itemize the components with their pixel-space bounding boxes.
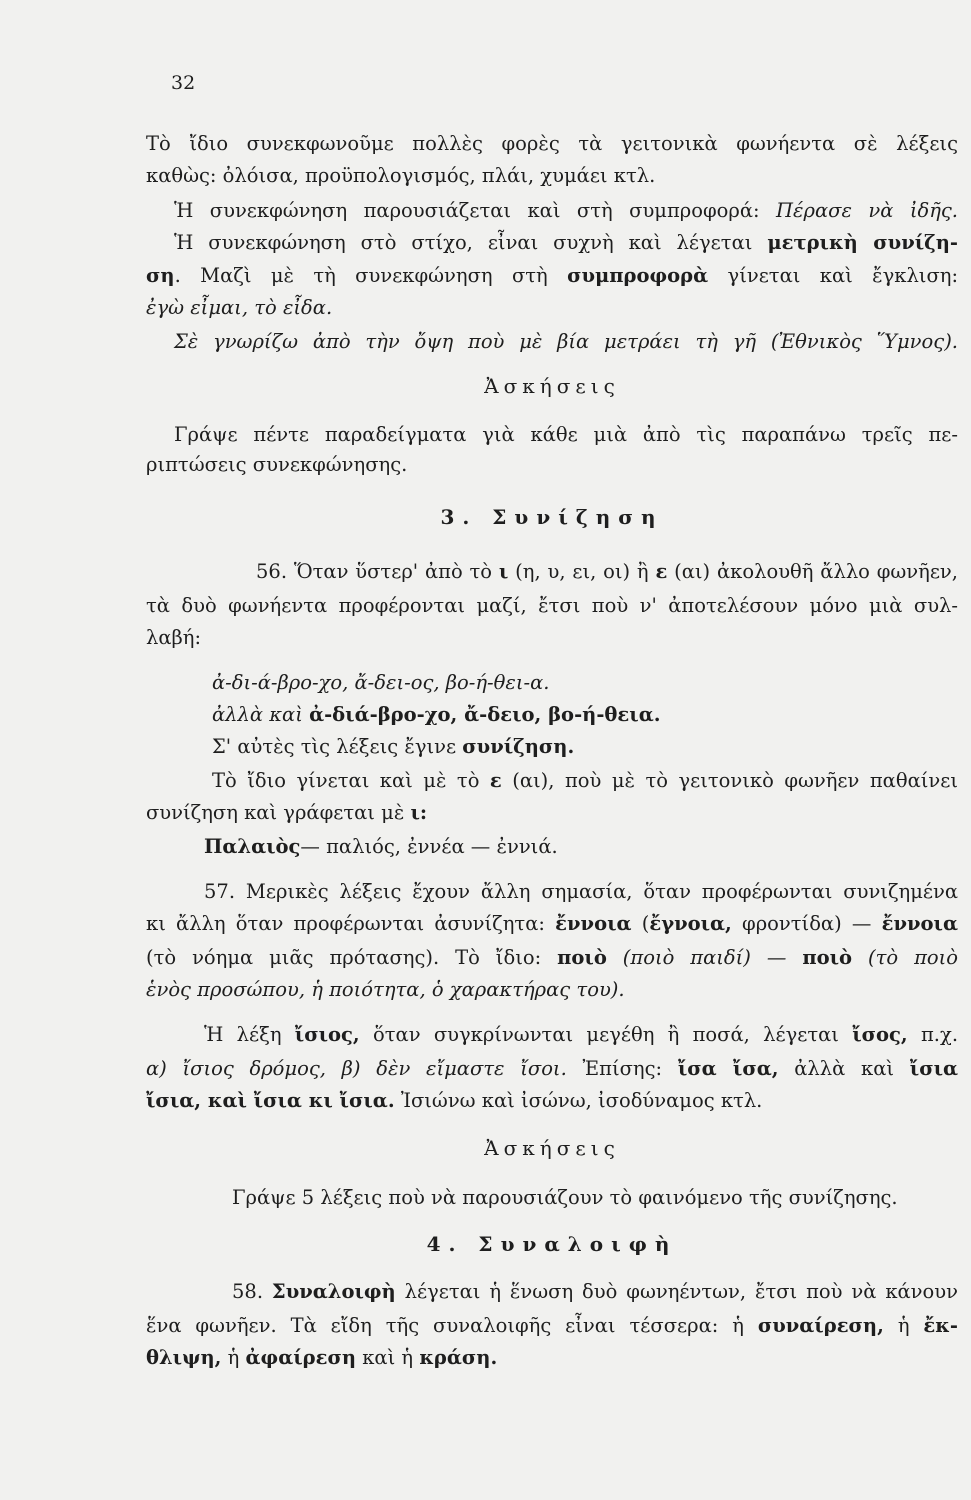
- text-line: [146, 261, 958, 291]
- text-span: ἐγὼ εἶμαι, τὸ εἶδα.: [146, 296, 333, 319]
- bold-term: μετρικὴ συνίζη-: [767, 231, 958, 254]
- bold-term: ση: [146, 264, 175, 287]
- bold-term: Συναλοιφὴ: [271, 1280, 396, 1303]
- text-span: ἡ: [227, 1346, 240, 1369]
- section-heading-synaloiphe: 4. Συναλοιφὴ: [426, 1232, 678, 1256]
- text-span: ἡ: [897, 1314, 910, 1337]
- bold-term: Παλαιὸς: [204, 835, 301, 858]
- text-line: [146, 228, 958, 258]
- text-span: κι ἄλλη ὅταν προφέρωνται ἀσυνίζητα:: [146, 912, 545, 935]
- text-span: Τὸ ἴδιο συνεκφωνοῦμε πολλὲς φορὲς τὰ γειτονικὰ φωνήεντα σὲ λέξεις: [146, 132, 958, 155]
- text-line: [146, 1277, 958, 1307]
- text-span: — παλιός, ἐννέα — ἐννιά.: [300, 835, 558, 858]
- text-span: συνίζηση καὶ γράφεται μὲ: [146, 801, 405, 824]
- text-span: γίνεται καὶ ἔγκλιση:: [727, 264, 959, 287]
- text-line: [146, 591, 958, 621]
- bold-term: θλιψη,: [146, 1346, 222, 1369]
- text-line: [146, 1020, 958, 1050]
- text-line: [146, 700, 958, 730]
- text-span: φροντίδα) —: [742, 912, 872, 935]
- bold-term: ἔννοια: [881, 912, 958, 935]
- bold-term: ἴσια, καὶ ἴσια κι ἴσια.: [146, 1089, 395, 1112]
- text-line: [146, 732, 958, 762]
- bold-term: ποιὸ: [557, 946, 607, 969]
- text-line: [146, 798, 958, 828]
- text-line: [146, 1086, 958, 1116]
- bold-letter: ι: [498, 560, 509, 583]
- text-line: [146, 668, 958, 698]
- text-line: [146, 161, 958, 191]
- text-span: (: [641, 912, 650, 935]
- text-span: ὅταν συγκρίνωνται μεγέθη ἢ ποσά, λέγεται: [373, 1023, 839, 1046]
- bold-term: συνίζηση.: [462, 735, 575, 758]
- text-span: (τὸ νόημα μιᾶς πρότασης). Τὸ ἴδιο:: [146, 946, 542, 969]
- text-span: καθὼς: ὀλόισα, προϋπολογισμός, πλάι, χυμάει κτλ.: [146, 164, 656, 187]
- bold-term: ἴσα ἴσα,: [677, 1057, 779, 1080]
- text-span: Τὸ ἴδιο γίνεται καὶ μὲ τὸ: [212, 769, 480, 792]
- bold-term: ἴσια: [909, 1057, 959, 1080]
- text-line: [146, 129, 958, 159]
- exercises-heading: Ἀσκήσεις: [484, 374, 620, 398]
- text-line: [146, 1343, 958, 1373]
- text-span: (αι), ποὺ μὲ τὸ γειτονικὸ φωνῆεν παθαίνει: [512, 769, 958, 792]
- italic-example: Πέρασε νὰ ἰδῆς.: [776, 199, 959, 222]
- bold-letter: ε: [655, 560, 668, 583]
- text-line: [146, 293, 958, 323]
- italic-example: (ποιὸ παιδί) —: [622, 946, 787, 969]
- text-span: 57. Μερικὲς λέξεις ἔχουν ἄλλη σημασία, ὅταν προφέρωνται συνιζημένα: [204, 880, 958, 903]
- text-span: ἕνα φωνῆεν. Τὰ εἴδη τῆς συναλοιφῆς εἶναι τέσσερα: ἡ: [146, 1314, 744, 1337]
- bold-term: ἴσος,: [852, 1023, 908, 1046]
- text-span: Ἰσιώνω καὶ ἰσώνω, ἰσοδύναμος κτλ.: [400, 1089, 763, 1112]
- text-line: [146, 1183, 958, 1213]
- bold-term: συναίρεση,: [757, 1314, 884, 1337]
- text-span: (η, υ, ει, οι) ἢ: [515, 560, 649, 583]
- text-line: [146, 909, 958, 939]
- text-span: λαβή:: [146, 626, 202, 649]
- italic-example: (τὸ ποιὸ: [868, 946, 959, 969]
- text-line: [146, 766, 958, 796]
- bold-term: ἔγνοια,: [649, 912, 732, 935]
- text-span: τὰ δυὸ φωνήεντα προφέρονται μαζί, ἔτσι ποὺ ν' ἀποτελέσουν μόνο μιὰ συλ-: [146, 594, 958, 617]
- text-line: [146, 450, 958, 480]
- text-span: Ἡ συνεκφώνηση παρουσιάζεται καὶ στὴ συμπροφορά:: [174, 199, 760, 222]
- bold-term: ἀφαίρεση: [245, 1346, 357, 1369]
- text-line: [146, 327, 958, 357]
- text-span: λέγεται ἡ ἕνωση δυὸ φωνηέντων, ἔτσι ποὺ νὰ κάνουν: [404, 1280, 958, 1303]
- italic-example: α) ἴσιος δρόμος, β) δὲν εἴμαστε ἴσοι.: [146, 1057, 567, 1080]
- text-span: Ἡ συνεκφώνηση στὸ στίχο, εἶναι συχνὴ καὶ λέγεται: [174, 231, 753, 254]
- section-heading-synizesis: 3. Συνίζηση: [440, 505, 664, 529]
- text-span: Γράψε 5 λέξεις ποὺ νὰ παρουσιάζουν τὸ φαινόμενο τῆς συνίζησης.: [232, 1186, 898, 1209]
- bold-term: ἴσιος,: [294, 1023, 360, 1046]
- text-span: . Μαζὶ μὲ τὴ συνεκφώνηση στὴ: [174, 264, 548, 287]
- bold-term: συμπροφορὰ: [567, 264, 709, 287]
- text-span: Ἡ λέξη: [204, 1023, 282, 1046]
- verse-quote: Σὲ γνωρίζω ἀπὸ τὴν ὄψη ποὺ μὲ βία μετράει τὴ γῆ: [174, 330, 757, 353]
- exercises-heading: Ἀσκήσεις: [484, 1136, 620, 1160]
- bold-term: ἔννοια: [555, 912, 632, 935]
- bold-term: ἔκ-: [923, 1314, 958, 1337]
- text-line: [146, 196, 958, 226]
- text-span: ἑνὸς προσώπου, ἡ ποιότητα, ὁ χαρακτήρας του).: [146, 978, 625, 1001]
- text-span: ἀλλὰ καὶ: [212, 703, 303, 726]
- verse-source: (Ἐθνικὸς Ὕμνος).: [770, 330, 959, 353]
- syllabification-example: ἀ-δι-ά-βρο-χο, ἄ-δει-ος, βο-ή-θει-α.: [212, 671, 550, 694]
- text-line: [146, 1311, 958, 1341]
- text-span: καὶ ἡ: [362, 1346, 414, 1369]
- syllabification-example: ἀ-διά-βρο-χο, ἄ-δειο, βο-ή-θεια.: [309, 703, 661, 726]
- text-line: [146, 832, 958, 862]
- text-span: Ἐπίσης:: [582, 1057, 663, 1080]
- text-line: [146, 623, 958, 653]
- text-span: 58.: [232, 1280, 264, 1303]
- bold-term: κράση.: [419, 1346, 498, 1369]
- bold-term: ποιὸ: [802, 946, 853, 969]
- text-span: ἀλλὰ καὶ: [794, 1057, 895, 1080]
- text-line: [146, 557, 958, 587]
- text-span: 56. Ὅταν ὕστερ' ἀπὸ τὸ: [256, 560, 493, 583]
- text-span: (αι) ἀκολουθῆ ἄλλο φωνῆεν,: [674, 560, 958, 583]
- page-number: 32: [171, 72, 196, 94]
- bold-letter: ι:: [410, 801, 428, 824]
- text-span: Γράψε πέντε παραδείγματα γιὰ κάθε μιὰ ἀπὸ τὶς παραπάνω τρεῖς πε-: [174, 423, 958, 446]
- text-span: Σ' αὐτὲς τὶς λέξεις ἔγινε: [212, 735, 457, 758]
- text-line: [146, 1054, 958, 1084]
- text-line: [146, 943, 958, 973]
- text-line: [146, 420, 958, 450]
- bold-letter: ε: [489, 769, 502, 792]
- text-span: ριπτώσεις συνεκφώνησης.: [146, 453, 408, 476]
- text-span: π.χ.: [920, 1023, 959, 1046]
- text-line: [146, 975, 958, 1005]
- text-line: [146, 877, 958, 907]
